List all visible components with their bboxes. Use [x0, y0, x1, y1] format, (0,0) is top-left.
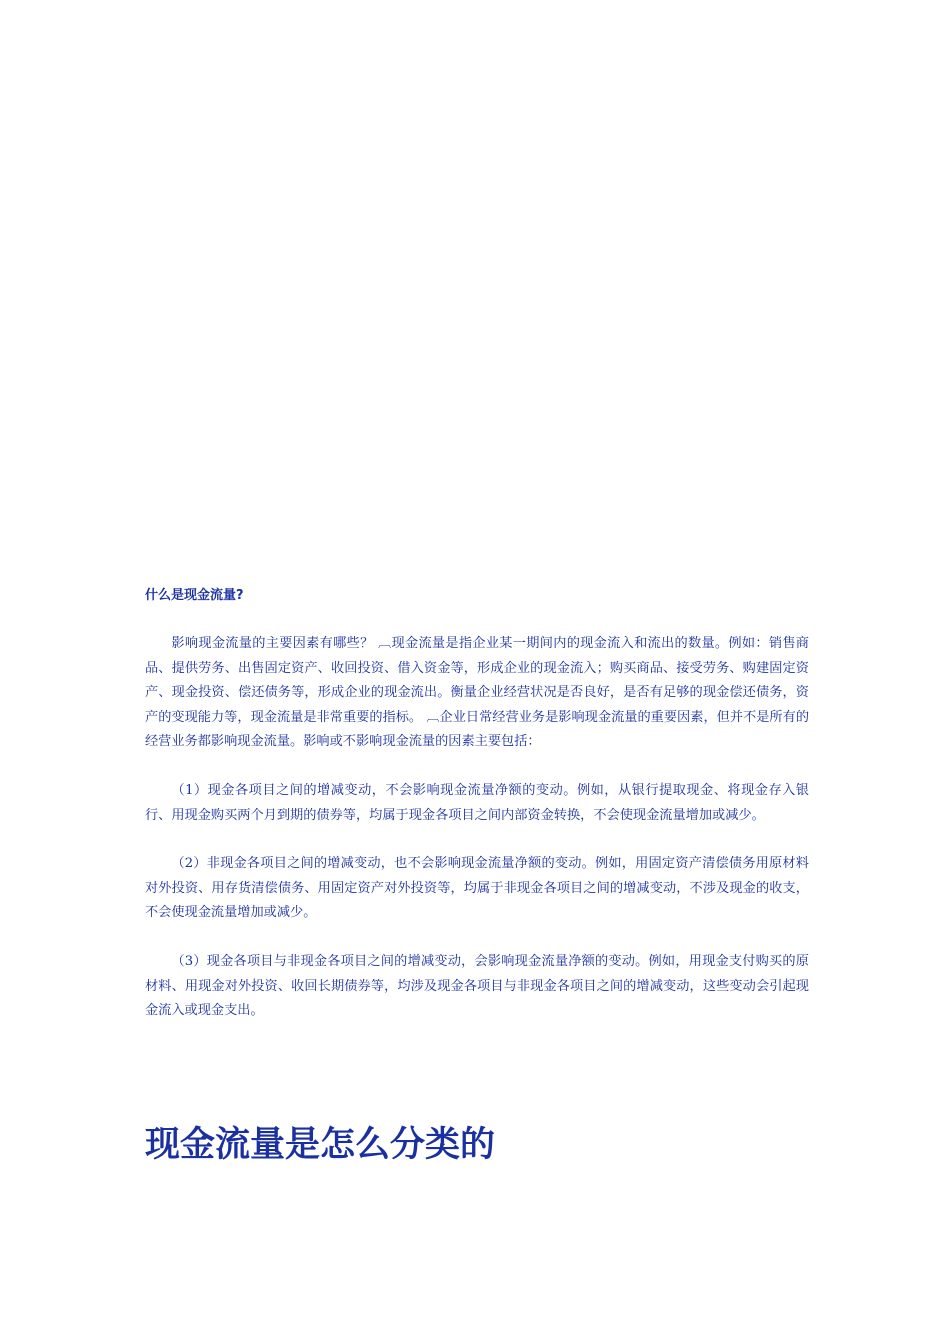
- paragraph-item-2: （2）非现金各项目之间的增减变动，也不会影响现金流量净额的变动。例如，用固定资产清偿债务用原材料对外投资、用存货清偿债务、用固定资产对外投资等，均属于非现金各项目之间的增减变动，不涉及现金的收支，不会使现金流量增加或减少。: [145, 856, 809, 921]
- article-body: [145, 584, 809, 1048]
- section-heading: 现金流量是怎么分类的: [145, 1125, 496, 1165]
- paragraph-intro: 影响现金流量的主要因素有哪些？ ︹现金流量是指企业某一期间内的现金流入和流出的数量。例如：销售商品、提供劳务、出售固定资产、收回投资、借入资金等，形成企业的现金流入；购买商品、接受劳务、购建固定资产、现金投资、偿还债务等，形成企业的现金流出。衡量企业经营状况是否良好，是否有足够的现金偿还债务，资产的变现能力等，现金流量是非常重要的指标。 ︹企业日常经营业务是影响现金流量的重要因素，但并不是所有的经营业务都影响现金流量。影响或不影响现金流量的因素主要包括：: [145, 636, 809, 750]
- section-subtitle: 什么是现金流量?: [145, 588, 244, 603]
- paragraph-item-3: （3）现金各项目与非现金各项目之间的增减变动，会影响现金流量净额的变动。例如，用现金支付购买的原材料、用现金对外投资、收回长期债券等，均涉及现金各项目与非现金各项目之间的增减变动，这些变动会引起现金流入或现金支出。: [145, 953, 809, 1019]
- paragraph-item-1: （1）现金各项目之间的增减变动，不会影响现金流量净额的变动。例如，从银行提取现金、将现金存入银行、用现金购买两个月到期的债券等，均属于现金各项目之间内部资金转换，不会使现金流量增加或减少。: [145, 782, 809, 823]
